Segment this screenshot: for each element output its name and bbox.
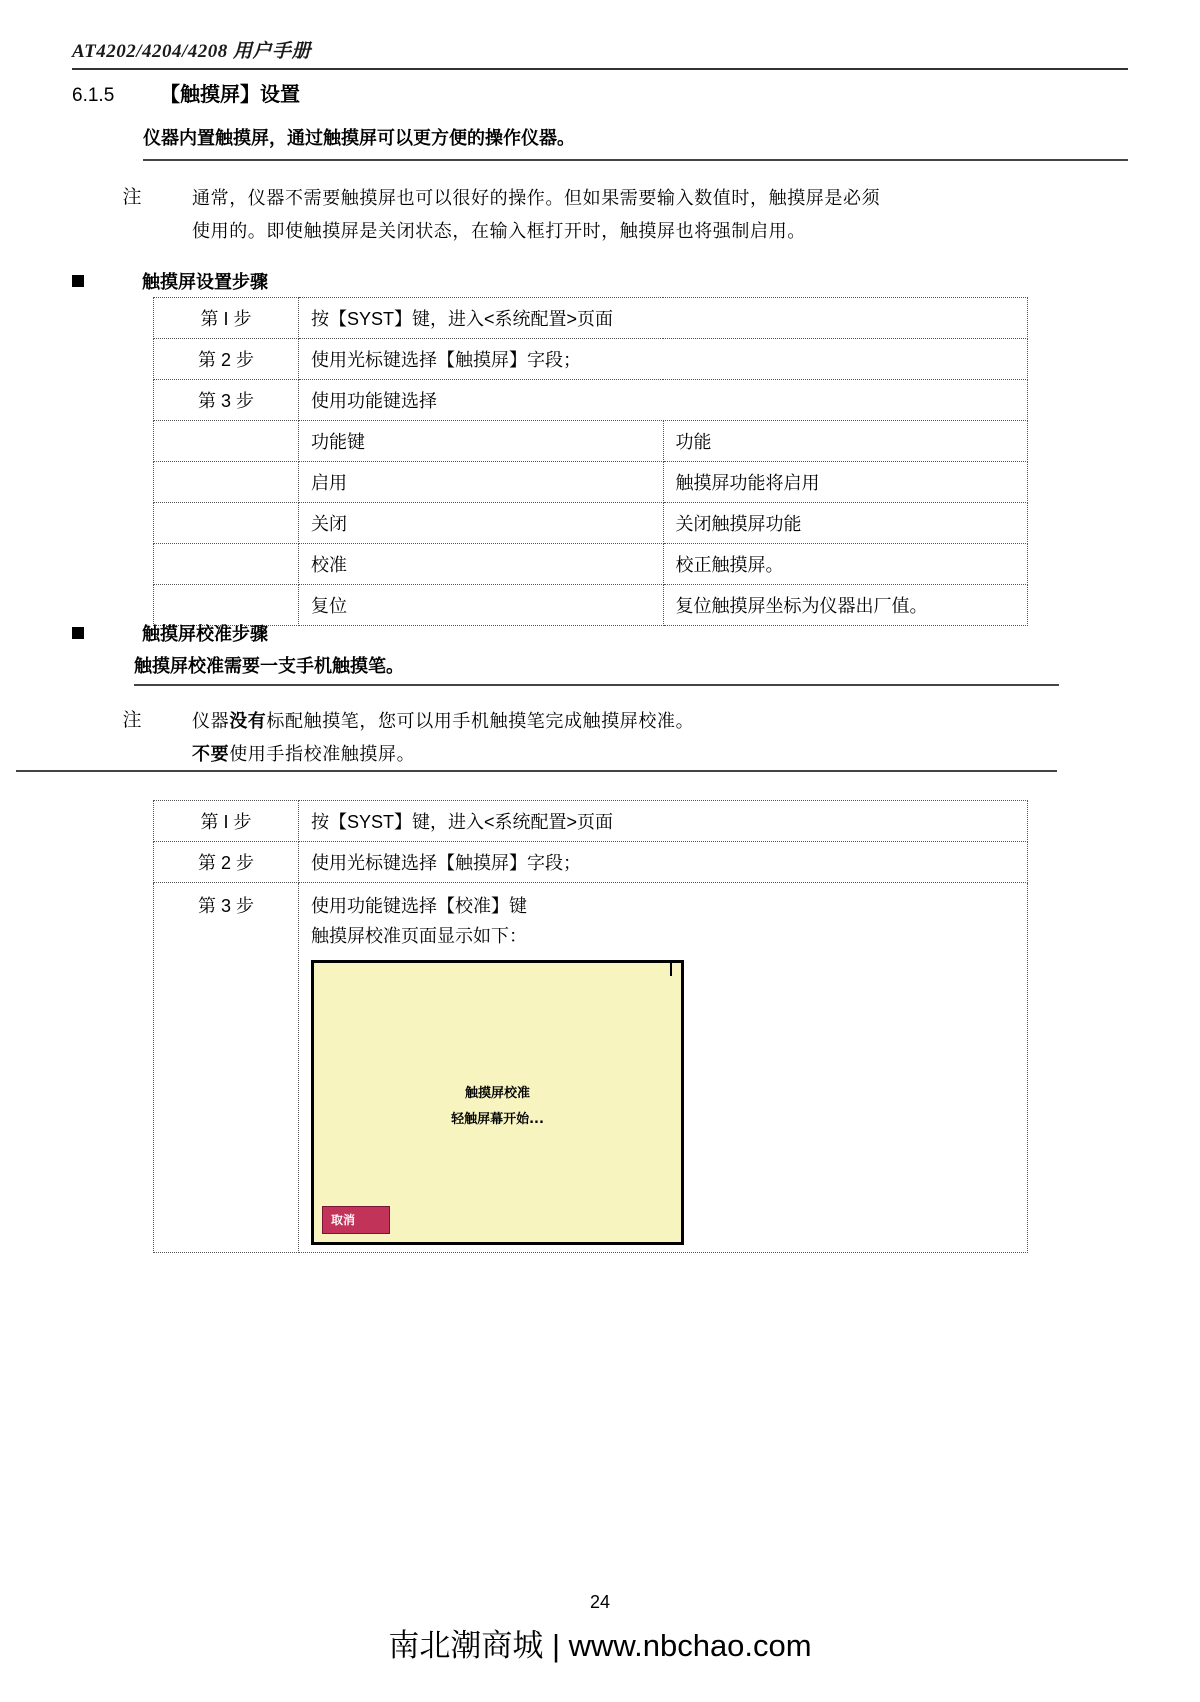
note-block-1	[72, 182, 1128, 249]
calibration-screen-figure	[311, 960, 1015, 1245]
note-body	[192, 705, 972, 772]
table-row	[154, 339, 1028, 380]
note2-line2	[192, 738, 972, 771]
function-value: 关闭触摸屏功能	[663, 503, 1028, 544]
step3-line1: 使用功能键选择【校准】键	[311, 896, 527, 916]
step-label: 第 I 步	[154, 298, 299, 339]
calibration-title: 触摸屏校准	[464, 1086, 530, 1101]
note-label: 注	[122, 187, 142, 208]
note2-line1-prefix: 仪器	[192, 711, 230, 731]
table-row	[154, 585, 1028, 626]
calibration-subtitle: 轻触屏幕开始...	[451, 1112, 544, 1127]
step3-line2: 触摸屏校准页面显示如下：	[311, 926, 527, 946]
calibration-intro-text: 触摸屏校准需要一支手机触摸笔。	[134, 656, 404, 676]
note2-line1	[192, 705, 972, 738]
section-heading	[72, 78, 300, 107]
bullet-heading-calibration	[72, 620, 268, 646]
step3-content	[299, 883, 1028, 1253]
table-row	[154, 544, 1028, 585]
section-intro	[143, 125, 1128, 161]
page-number: 24	[589, 1592, 611, 1612]
note-body	[192, 182, 972, 249]
setup-steps-table	[153, 297, 1028, 626]
step-desc: 使用光标键选择【触摸屏】字段；	[299, 339, 1028, 380]
table-row	[154, 462, 1028, 503]
note2-line1-suffix: 标配触摸笔，您可以用手机触摸笔完成触摸屏校准。	[266, 711, 695, 731]
note-block-2	[72, 705, 1128, 772]
bullet-heading-setup	[72, 268, 268, 294]
step-desc: 按【SYST】键，进入<系统配置>页面	[299, 801, 1028, 842]
note2-line2-suffix: 使用手指校准触摸屏。	[229, 744, 416, 765]
crosshair-target-icon	[664, 961, 678, 977]
intro-divider	[143, 159, 1128, 161]
section-number: 6.1.5	[72, 85, 115, 106]
note2-line1-bold: 没有	[229, 711, 267, 731]
function-key: 关闭	[299, 503, 664, 544]
intro-text: 仪器内置触摸屏，通过触摸屏可以更方便的操作仪器。	[143, 128, 575, 148]
cancel-button[interactable]: 取消	[322, 1206, 390, 1234]
step-label: 第 I 步	[154, 801, 299, 842]
step-label: 第 2 步	[154, 842, 299, 883]
function-value: 复位触摸屏坐标为仪器出厂值。	[663, 585, 1028, 626]
function-key: 复位	[299, 585, 664, 626]
table-row-step3	[154, 883, 1028, 1253]
function-table-header-row	[154, 421, 1028, 462]
table-row	[154, 503, 1028, 544]
bullet-heading-calibration-label: 触摸屏校准步骤	[142, 624, 268, 644]
table-row	[154, 380, 1028, 421]
table-row	[154, 842, 1028, 883]
bullet-square-icon	[72, 275, 84, 287]
function-key: 启用	[299, 462, 664, 503]
step-label: 第 2 步	[154, 339, 299, 380]
empty-cell	[154, 421, 299, 462]
footer-brand: 南北潮商城 | www.nbchao.com	[388, 1628, 812, 1663]
function-key: 校准	[299, 544, 664, 585]
calibration-steps-table	[153, 800, 1028, 1253]
note-label: 注	[122, 710, 142, 731]
function-value: 校正触摸屏。	[663, 544, 1028, 585]
empty-cell	[154, 462, 299, 503]
header-divider	[72, 68, 1128, 70]
manual-title: AT4202/4204/4208 用户手册	[72, 41, 312, 62]
table-row	[154, 298, 1028, 339]
table-row	[154, 801, 1028, 842]
bullet-square-icon	[72, 627, 84, 639]
step-desc: 按【SYST】键，进入<系统配置>页面	[299, 298, 1028, 339]
note2-line2-bold: 不要	[192, 744, 230, 765]
note2-divider	[16, 770, 1057, 772]
calibration-message	[314, 1081, 681, 1133]
section-title: 【触摸屏】设置	[160, 84, 300, 106]
bullet-heading-setup-label: 触摸屏设置步骤	[142, 272, 268, 292]
note1-line1: 通常，仪器不需要触摸屏也可以很好的操作。但如果需要输入数值时，触摸屏是必须	[192, 188, 881, 208]
function-value-header: 功能	[663, 421, 1028, 462]
empty-cell	[154, 503, 299, 544]
calibration-intro-divider	[134, 684, 1059, 686]
note1-line2: 使用的。即使触摸屏是关闭状态，在输入框打开时，触摸屏也将强制启用。	[192, 221, 806, 242]
step-label: 第 3 步	[154, 380, 299, 421]
function-value: 触摸屏功能将启用	[663, 462, 1028, 503]
calibration-intro	[134, 652, 1059, 686]
step-desc: 使用光标键选择【触摸屏】字段；	[299, 842, 1028, 883]
page-header	[72, 36, 1128, 70]
calibration-screen	[311, 960, 684, 1245]
step-label: 第 3 步	[154, 883, 299, 1253]
empty-cell	[154, 544, 299, 585]
step-desc: 使用功能键选择	[299, 380, 1028, 421]
function-key-header: 功能键	[299, 421, 664, 462]
